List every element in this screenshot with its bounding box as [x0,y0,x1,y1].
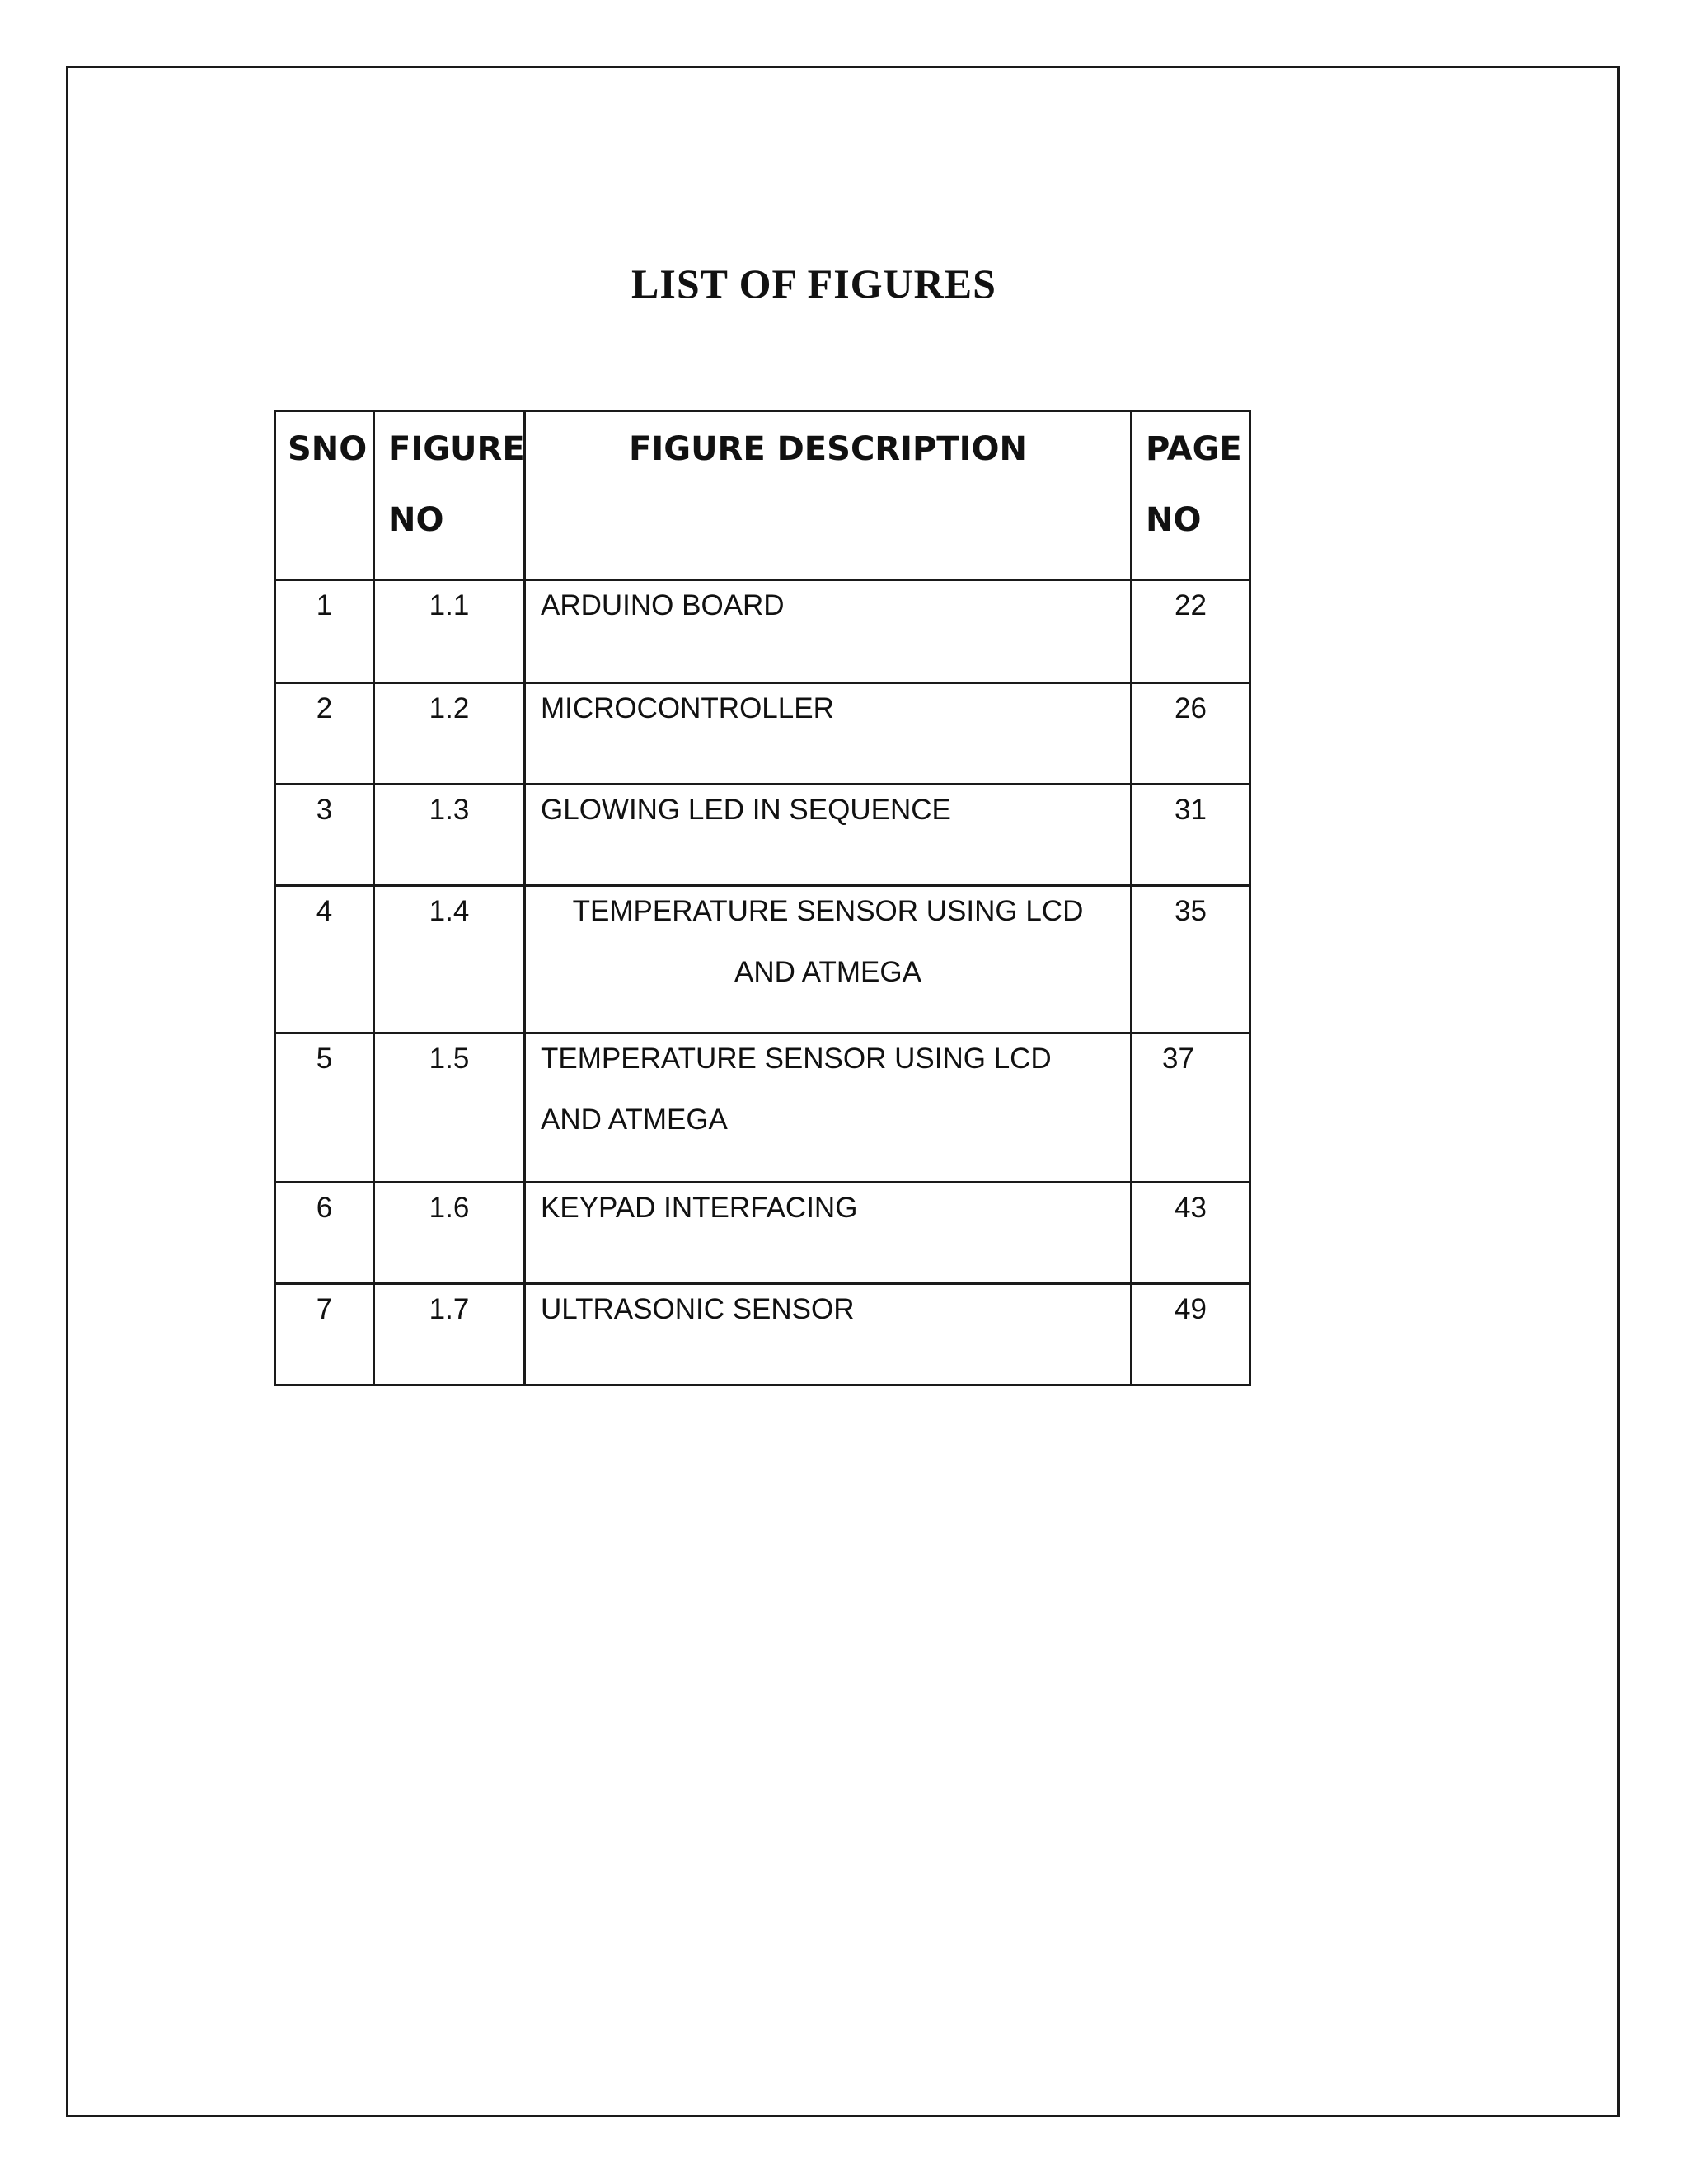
table-header-row [275,411,1250,580]
cell-sno: 4 [275,886,374,1033]
cell-page-no: 49 [1132,1284,1250,1385]
table-row [275,886,1250,1033]
page-title: LIST OF FIGURES [631,260,996,307]
table-row [275,580,1250,683]
table-row [275,683,1250,785]
cell-description: TEMPERATURE SENSOR USING LCD AND ATMEGA [525,886,1132,1033]
cell-description: GLOWING LED IN SEQUENCE [525,785,1132,886]
cell-sno: 2 [275,683,374,785]
cell-sno: 6 [275,1183,374,1284]
table-row [275,1033,1250,1183]
cell-figure-no: 1.4 [374,886,525,1033]
cell-page-no: 22 [1132,580,1250,683]
cell-figure-no: 1.3 [374,785,525,886]
header-figure-no: FIGURE NO [374,411,525,580]
figures-table [274,410,1251,1386]
header-figure-description: FIGURE DESCRIPTION [525,411,1132,580]
cell-figure-no: 1.2 [374,683,525,785]
cell-sno: 7 [275,1284,374,1385]
header-page-no: PAGE NO [1132,411,1250,580]
cell-description: TEMPERATURE SENSOR USING LCD AND ATMEGA [525,1033,1132,1183]
table-row [275,1183,1250,1284]
cell-description: ARDUINO BOARD [525,580,1132,683]
cell-sno: 5 [275,1033,374,1183]
cell-figure-no: 1.5 [374,1033,525,1183]
cell-figure-no: 1.7 [374,1284,525,1385]
cell-page-no: 31 [1132,785,1250,886]
cell-page-no: 26 [1132,683,1250,785]
cell-sno: 3 [275,785,374,886]
cell-description: ULTRASONIC SENSOR [525,1284,1132,1385]
cell-page-no: 43 [1132,1183,1250,1284]
table-row [275,1284,1250,1385]
table-row [275,785,1250,886]
cell-sno: 1 [275,580,374,683]
cell-description: MICROCONTROLLER [525,683,1132,785]
header-sno: SNO [275,411,374,580]
cell-figure-no: 1.6 [374,1183,525,1284]
cell-figure-no: 1.1 [374,580,525,683]
cell-page-no: 37 [1132,1033,1250,1183]
cell-page-no: 35 [1132,886,1250,1033]
cell-description: KEYPAD INTERFACING [525,1183,1132,1284]
